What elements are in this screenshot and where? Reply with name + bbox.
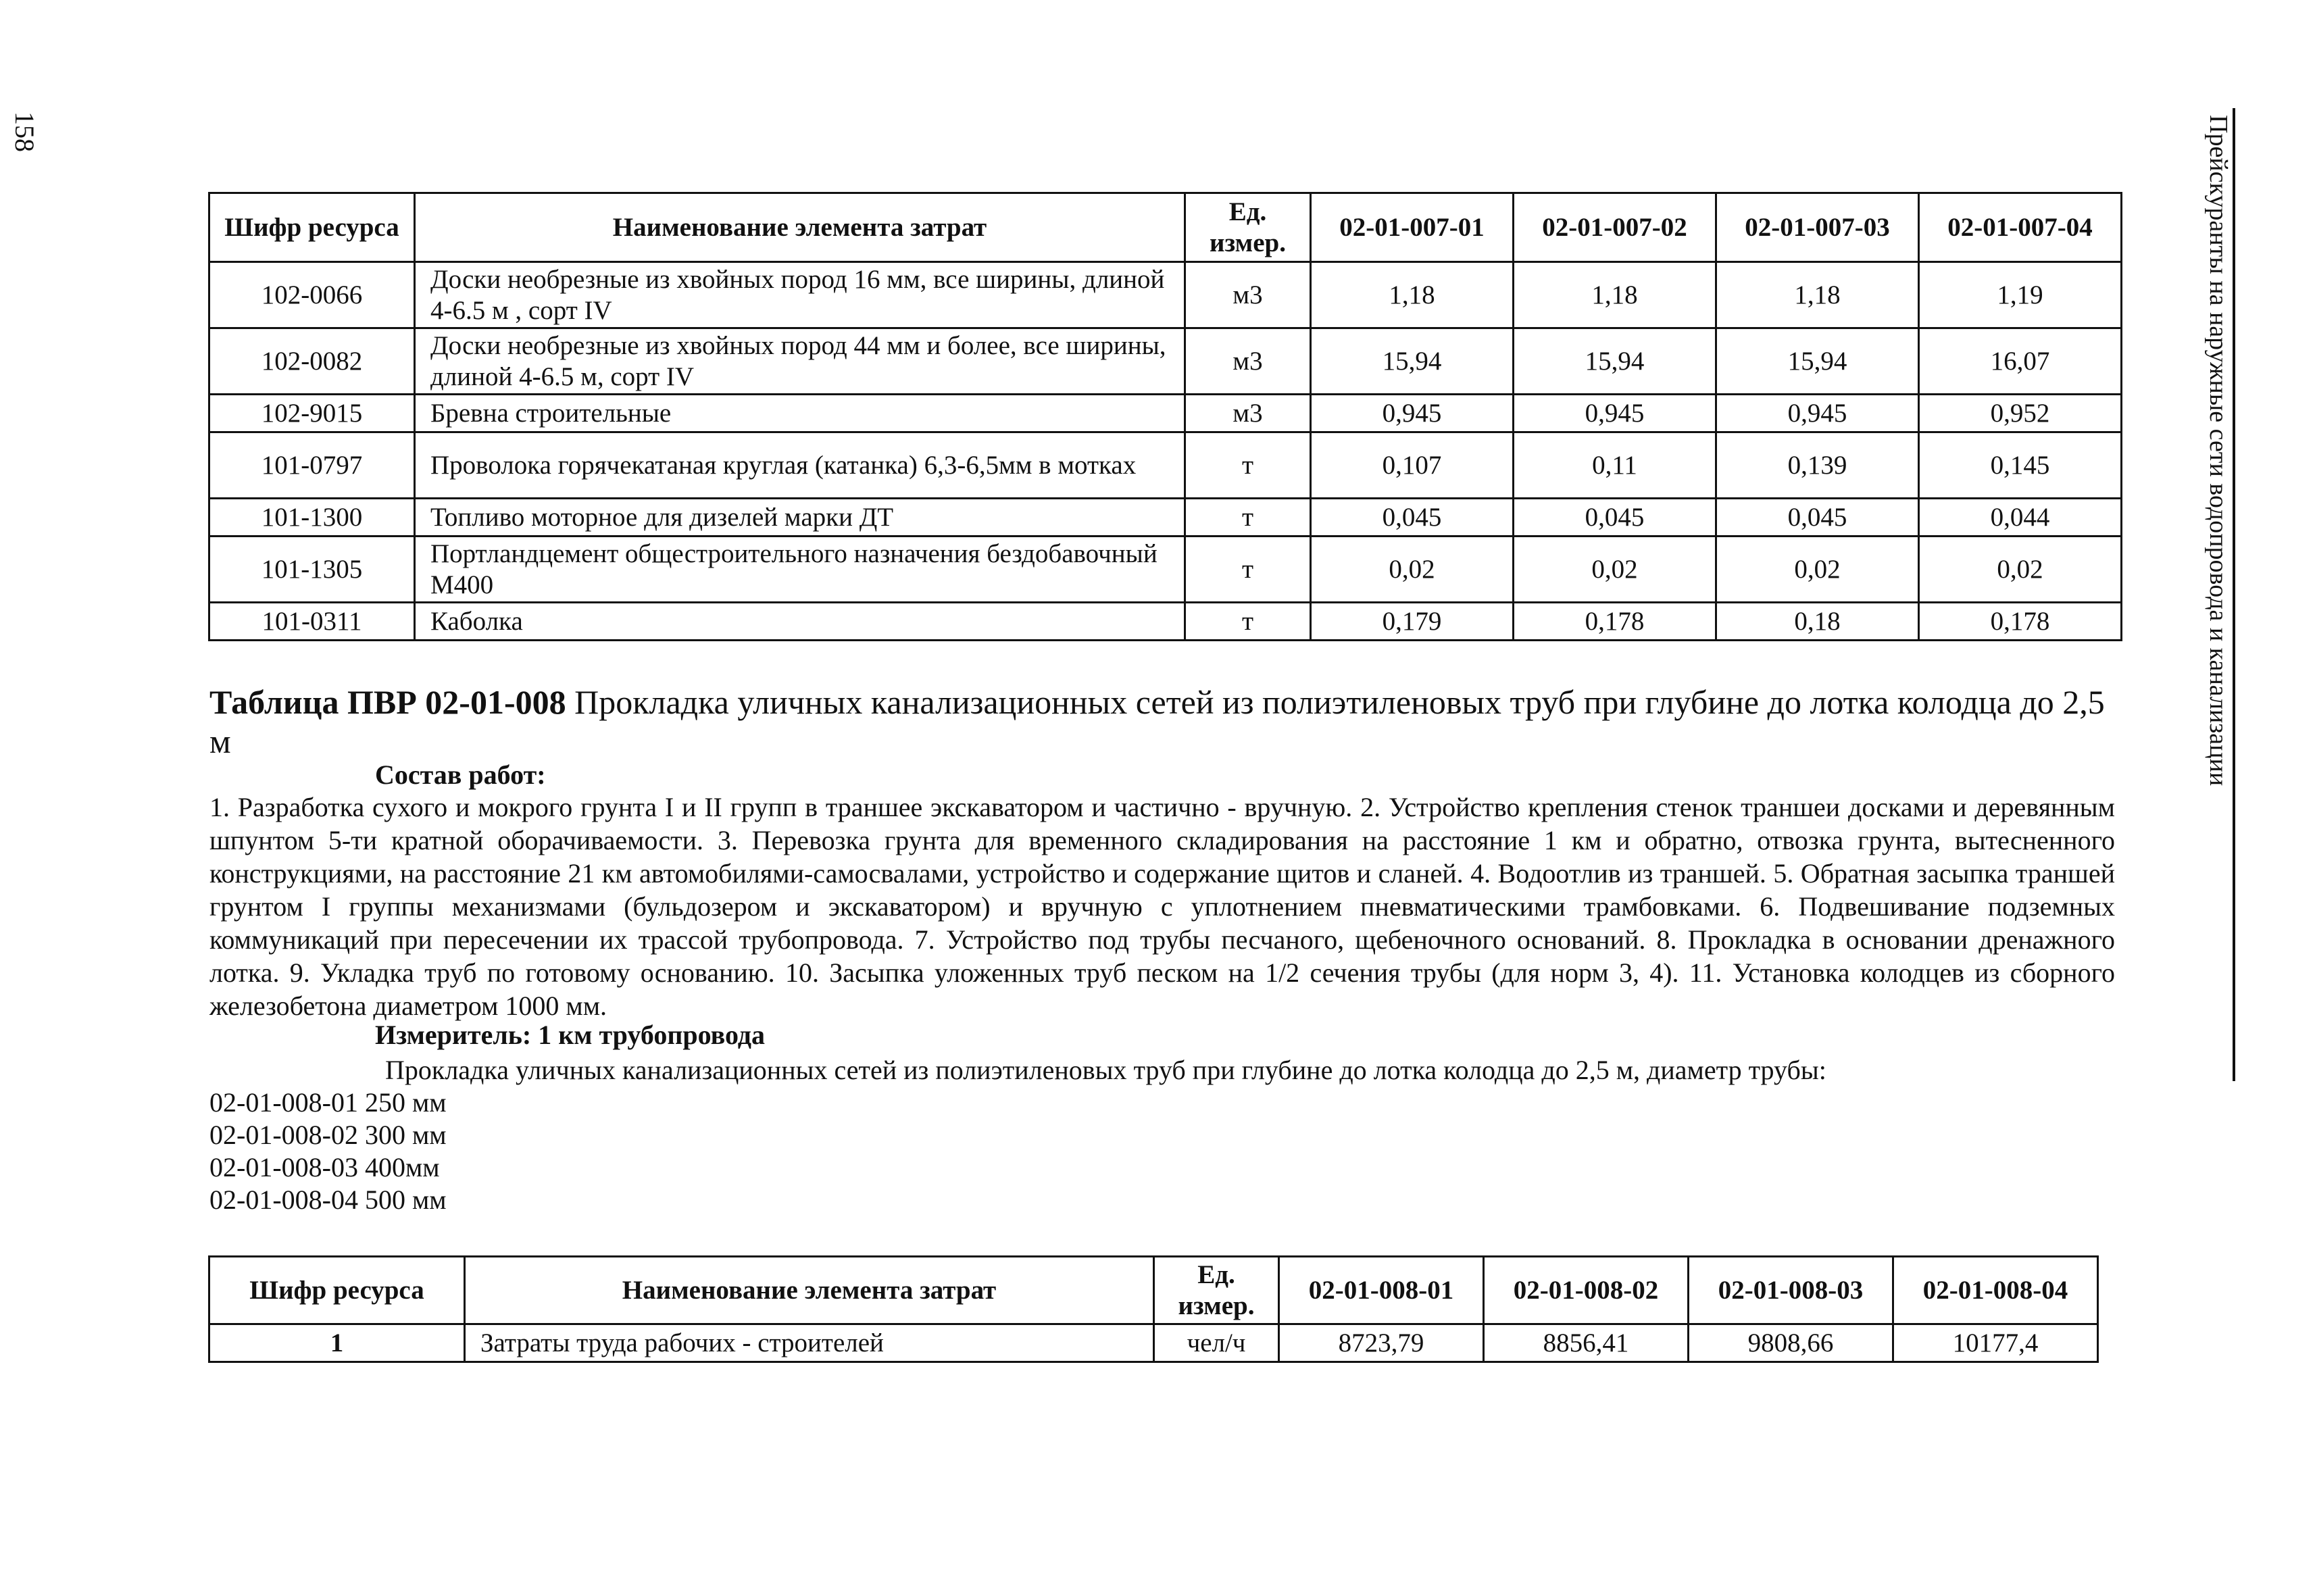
cell-name: Бревна строительные <box>415 395 1185 432</box>
header-norm-1: 02-01-007-01 <box>1311 193 1514 262</box>
cell-value: 0,145 <box>1919 432 2122 499</box>
cell-unit: т <box>1185 499 1311 537</box>
cell-name: Затраты труда рабочих - строителей <box>465 1324 1154 1362</box>
table-row <box>209 537 2122 603</box>
cell-name: Доски необрезные из хвойных пород 16 мм, все ширины, длиной 4-6.5 м , сорт IV <box>415 262 1185 328</box>
cell-unit: м3 <box>1185 262 1311 328</box>
table-row <box>209 432 2122 499</box>
work-composition-heading: Состав работ: <box>375 759 546 790</box>
resource-table-007 <box>208 192 2122 641</box>
header-norm-2: 02-01-007-02 <box>1514 193 1716 262</box>
cell-value: 0,02 <box>1919 537 2122 603</box>
header-norm-4: 02-01-007-04 <box>1919 193 2122 262</box>
cell-value: 0,945 <box>1514 395 1716 432</box>
table-row <box>209 328 2122 395</box>
section-title-text: Прокладка уличных канализационных сетей из полиэтиленовых труб при глубине до лотка колодца до 2,5 м <box>209 683 2105 760</box>
cell-value: 0,045 <box>1311 499 1514 537</box>
table-row <box>209 395 2122 432</box>
norm-item: 02-01-008-01 250 мм <box>209 1087 447 1118</box>
cell-value: 0,178 <box>1514 603 1716 641</box>
cell-value: 10177,4 <box>1893 1324 2098 1362</box>
cell-value: 16,07 <box>1919 328 2122 395</box>
norm-item: 02-01-008-04 500 мм <box>209 1184 447 1215</box>
header-norm-1: 02-01-008-01 <box>1279 1257 1484 1324</box>
cell-unit: м3 <box>1185 328 1311 395</box>
section-title <box>209 682 2122 761</box>
cell-value: 15,94 <box>1716 328 1919 395</box>
cell-value: 0,045 <box>1514 499 1716 537</box>
cell-code: 101-1305 <box>209 537 415 603</box>
cell-unit: т <box>1185 432 1311 499</box>
running-header-rule <box>2233 108 2235 1081</box>
cell-name: Каболка <box>415 603 1185 641</box>
table-row <box>209 603 2122 641</box>
cell-value: 8723,79 <box>1279 1324 1484 1362</box>
cell-code: 102-0066 <box>209 262 415 328</box>
header-name: Наименование элемента затрат <box>415 193 1185 262</box>
cell-value: 0,952 <box>1919 395 2122 432</box>
running-header: Прейскуранты на наружные сети водопровода и канализации <box>2204 115 2233 787</box>
cell-value: 0,945 <box>1716 395 1919 432</box>
cell-value: 0,02 <box>1716 537 1919 603</box>
resource-table-008 <box>208 1255 2099 1363</box>
cell-value: 1,18 <box>1311 262 1514 328</box>
cell-unit: чел/ч <box>1154 1324 1279 1362</box>
cell-code: 102-9015 <box>209 395 415 432</box>
cell-value: 0,178 <box>1919 603 2122 641</box>
cell-value: 1,18 <box>1514 262 1716 328</box>
table-row <box>209 1324 2098 1362</box>
cell-value: 0,02 <box>1514 537 1716 603</box>
norms-intro: Прокладка уличных канализационных сетей из полиэтиленовых труб при глубине до лотка колодца до 2,5 м, диаметр трубы: <box>385 1055 1826 1085</box>
norm-item: 02-01-008-02 300 мм <box>209 1120 447 1150</box>
header-code: Шифр ресурса <box>209 1257 465 1324</box>
cell-unit: м3 <box>1185 395 1311 432</box>
cell-value: 9808,66 <box>1689 1324 1893 1362</box>
cell-code: 101-0311 <box>209 603 415 641</box>
cell-name: Проволока горячекатаная круглая (катанка) 6,3-6,5мм в мотках <box>415 432 1185 499</box>
section-title-code: Таблица ПВР 02-01-008 <box>209 683 566 721</box>
cell-code: 1 <box>209 1324 465 1362</box>
header-norm-3: 02-01-007-03 <box>1716 193 1919 262</box>
table-row <box>209 262 2122 328</box>
cell-value: 15,94 <box>1311 328 1514 395</box>
cell-code: 101-1300 <box>209 499 415 537</box>
header-norm-2: 02-01-008-02 <box>1484 1257 1689 1324</box>
work-composition-text: 1. Разработка сухого и мокрого грунта I и II групп в траншее экскаватором и частично - вручную. 2. Устройство крепления стенок траншеи досками и деревянным шпунтом 5-ти кратной оборачиваемости. 3. Перевозка грунта для временного складирования на расстояние 1 км и обратно, отвозка грунта, вытесненного конструкциями, на расстояние 21 км автомобилями-самосвалами, устройство и содержание щитов и сланей. 4. Водоотлив из траншей. 5. Обратная засыпка траншей грунтом I группы механизмами (бульдозером и экскаватором) и вручную с уплотнением пневматическими трамбовками. 6. Подвешивание подземных коммуникаций при пересечении их трассой трубопровода. 7. Устройство под трубы песчаного, щебеночного оснований. 8. Прокладка в основании дренажного лотка. 9. Укладка труб по готовому основанию. 10. Засыпка уложенных труб песком на 1/2 сечения трубы (для норм 3, 4). 11. Установка колодцев из сборного железобетона диаметром 1000 мм. <box>209 792 2115 1021</box>
header-code: Шифр ресурса <box>209 193 415 262</box>
cell-code: 102-0082 <box>209 328 415 395</box>
cell-value: 8856,41 <box>1484 1324 1689 1362</box>
header-unit: Ед. измер. <box>1185 193 1311 262</box>
header-norm-3: 02-01-008-03 <box>1689 1257 1893 1324</box>
cell-value: 1,19 <box>1919 262 2122 328</box>
cell-code: 101-0797 <box>209 432 415 499</box>
cell-name: Топливо моторное для дизелей марки ДТ <box>415 499 1185 537</box>
cell-value: 1,18 <box>1716 262 1919 328</box>
cell-name: Портландцемент общестроительного назначения бездобавочный М400 <box>415 537 1185 603</box>
meter-heading: Измеритель: 1 км трубопровода <box>375 1020 766 1050</box>
cell-value: 0,02 <box>1311 537 1514 603</box>
cell-value: 0,107 <box>1311 432 1514 499</box>
cell-value: 0,044 <box>1919 499 2122 537</box>
table-header-row <box>209 193 2122 262</box>
header-name: Наименование элемента затрат <box>465 1257 1154 1324</box>
cell-unit: т <box>1185 537 1311 603</box>
table-header-row <box>209 1257 2098 1324</box>
cell-value: 0,045 <box>1716 499 1919 537</box>
header-norm-4: 02-01-008-04 <box>1893 1257 2098 1324</box>
cell-value: 0,179 <box>1311 603 1514 641</box>
table-row <box>209 499 2122 537</box>
cell-value: 15,94 <box>1514 328 1716 395</box>
cell-value: 0,11 <box>1514 432 1716 499</box>
cell-name: Доски необрезные из хвойных пород 44 мм и более, все ширины, длиной 4-6.5 м, сорт IV <box>415 328 1185 395</box>
cell-unit: т <box>1185 603 1311 641</box>
cell-value: 0,945 <box>1311 395 1514 432</box>
cell-value: 0,139 <box>1716 432 1919 499</box>
norm-item: 02-01-008-03 400мм <box>209 1152 440 1182</box>
header-unit: Ед. измер. <box>1154 1257 1279 1324</box>
page-number: 158 <box>9 111 40 152</box>
cell-value: 0,18 <box>1716 603 1919 641</box>
